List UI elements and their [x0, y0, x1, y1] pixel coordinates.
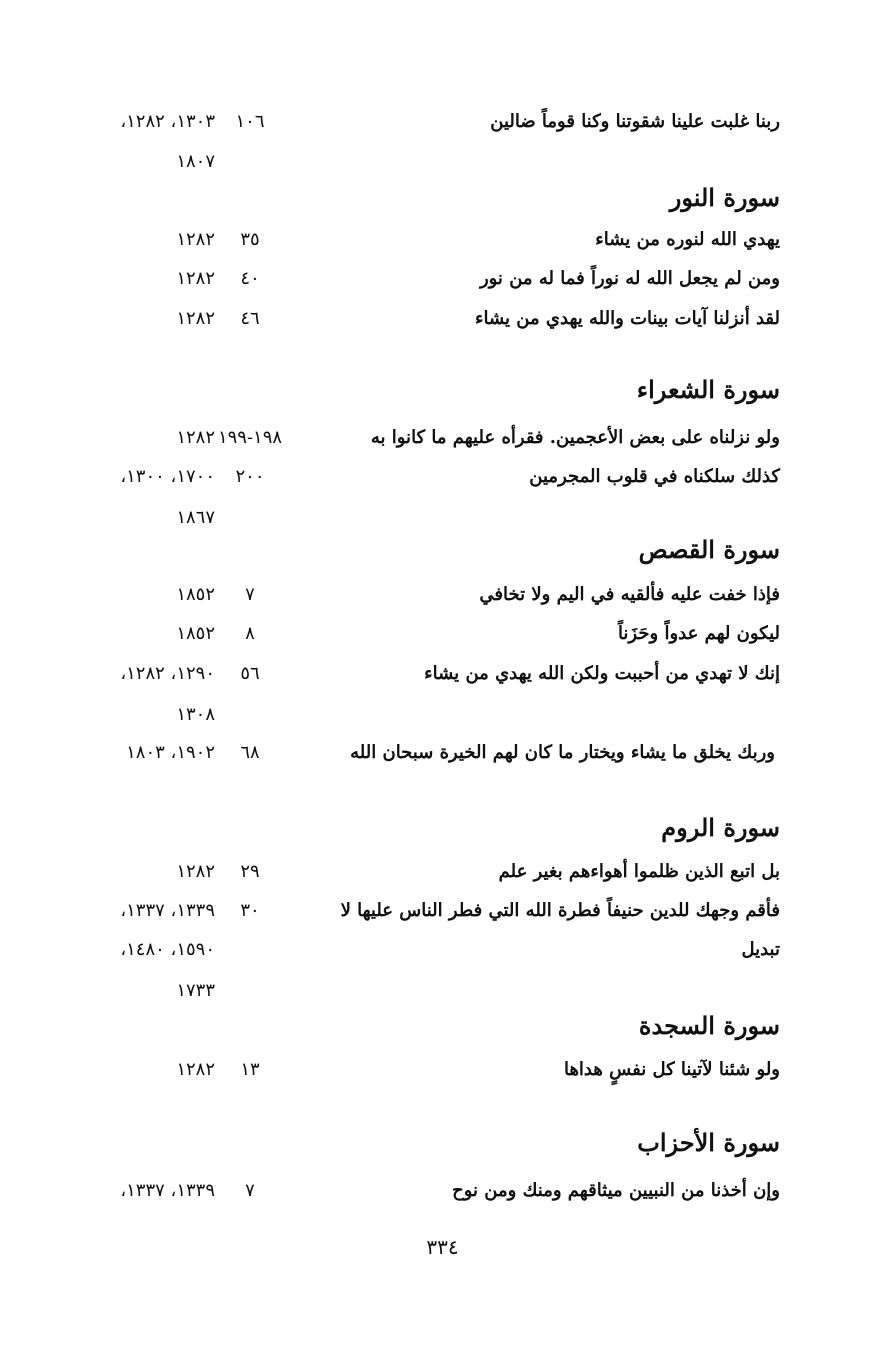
ayah-number: ١٩٨-١٩٩ [217, 427, 283, 448]
index-entry [0, 1055, 885, 1085]
ayah-number: ٣٥ [240, 229, 260, 250]
surah-heading: سورة الأحزاب [637, 1128, 780, 1157]
verse-text: كذلك سلكناه في قلوب المجرمين [529, 466, 780, 487]
index-entry [0, 738, 885, 768]
page-number: ٣٣٤ [426, 1235, 459, 1259]
surah-heading: سورة الشعراء [636, 375, 780, 404]
page-references: ١٩٠٢، ١٨٠٣ [126, 742, 215, 763]
ayah-number: ٥٦ [240, 663, 260, 684]
page-references: ١٨٥٢ [176, 623, 215, 644]
verse-text: ليكون لهم عدواً وحَزَناً [617, 623, 780, 644]
verse-text: فأقم وجهك للدين حنيفاً فطرة الله التي فطر الناس عليها لا [340, 900, 780, 921]
page-references: ١٢٩٠، ١٢٨٢، [120, 663, 215, 684]
ayah-number: ٦٨ [240, 742, 260, 763]
verse-text: ولو نزلناه على بعض الأعجمين. فقرأه عليهم ما كانوا به [370, 427, 780, 448]
verse-text: ربنا غلبت علينا شقوتنا وكنا قوماً ضالين [490, 111, 780, 132]
surah-heading: سورة الروم [661, 813, 780, 842]
verse-text: تبديل [741, 939, 780, 960]
page-references: ١٢٨٢ [176, 427, 215, 448]
index-entry [0, 423, 885, 453]
page-references: ١٨٦٧ [176, 507, 215, 528]
ayah-number: ٤٠ [240, 268, 260, 289]
verse-text: وربك يخلق ما يشاء ويختار ما كان لهم الخيرة سبحان الله [350, 742, 775, 763]
verse-text: يهدي الله لنوره من يشاء [595, 229, 780, 250]
index-entry [0, 857, 885, 887]
index-entry [0, 580, 885, 610]
page-references: ١٥٩٠، ١٤٨٠، [120, 939, 215, 960]
page-references: ١٢٨٢ [176, 1059, 215, 1080]
page-references: ١٢٨٢ [176, 268, 215, 289]
ayah-number: ٧ [245, 1180, 255, 1201]
verse-text: ومن لم يجعل الله له نوراً فما له من نور [479, 268, 780, 289]
verse-text: وإن أخذنا من النبيين ميثاقهم ومنك ومن نوح [452, 1180, 780, 1201]
ayah-number: ١٣ [240, 1059, 260, 1080]
ayah-number: ١٠٦ [235, 111, 265, 132]
verse-text: فإذا خفت عليه فألقيه في اليم ولا تخافي [479, 584, 780, 605]
page-references: ١٢٨٢ [176, 861, 215, 882]
ayah-number: ٣٠ [240, 900, 260, 921]
page-references: ١٧٠٠، ١٣٠٠، [120, 466, 215, 487]
surah-heading: سورة السجدة [638, 1011, 780, 1040]
page-references: ١٢٨٢ [176, 308, 215, 329]
page-references: ١٣٣٩، ١٣٣٧، [120, 1180, 215, 1201]
index-entry [0, 462, 885, 492]
index-entry-continuation [0, 700, 885, 730]
page-references: ١٨٠٧ [176, 151, 215, 172]
ayah-number: ٧ [245, 584, 255, 605]
page-references: ١٧٣٣ [176, 980, 215, 1001]
index-entry-continuation [0, 935, 885, 965]
index-entry [0, 619, 885, 649]
index-entry [0, 896, 885, 926]
index-entry-continuation [0, 976, 885, 1006]
ayah-number: ٢٩ [240, 861, 260, 882]
surah-heading: سورة القصص [638, 535, 780, 564]
verse-text: لقد أنزلنا آيات بينات والله يهدي من يشاء [475, 308, 780, 329]
verse-text: ولو شئنا لآتينا كل نفسٍ هداها [563, 1059, 780, 1080]
page-references: ١٣٠٨ [176, 704, 215, 725]
index-entry [0, 304, 885, 334]
verse-text: بل اتبع الذين ظلموا أهواءهم بغير علم [498, 861, 780, 882]
index-entry-continuation [0, 147, 885, 177]
page-references: ١٣٠٣، ١٢٨٢، [120, 111, 215, 132]
index-entry [0, 264, 885, 294]
page-references: ١٨٥٢ [176, 584, 215, 605]
ayah-number: ٨ [245, 623, 255, 644]
index-entry [0, 659, 885, 689]
page-references: ١٢٨٢ [176, 229, 215, 250]
page-references: ١٣٣٩، ١٣٣٧، [120, 900, 215, 921]
surah-heading: سورة النور [669, 183, 780, 212]
index-entry-continuation [0, 503, 885, 533]
verse-text: إنك لا تهدي من أحببت ولكن الله يهدي من يشاء [424, 663, 780, 684]
index-entry [0, 1176, 885, 1206]
ayah-number: ٢٠٠ [235, 466, 265, 487]
index-entry [0, 107, 885, 137]
ayah-number: ٤٦ [240, 308, 260, 329]
index-entry [0, 225, 885, 255]
